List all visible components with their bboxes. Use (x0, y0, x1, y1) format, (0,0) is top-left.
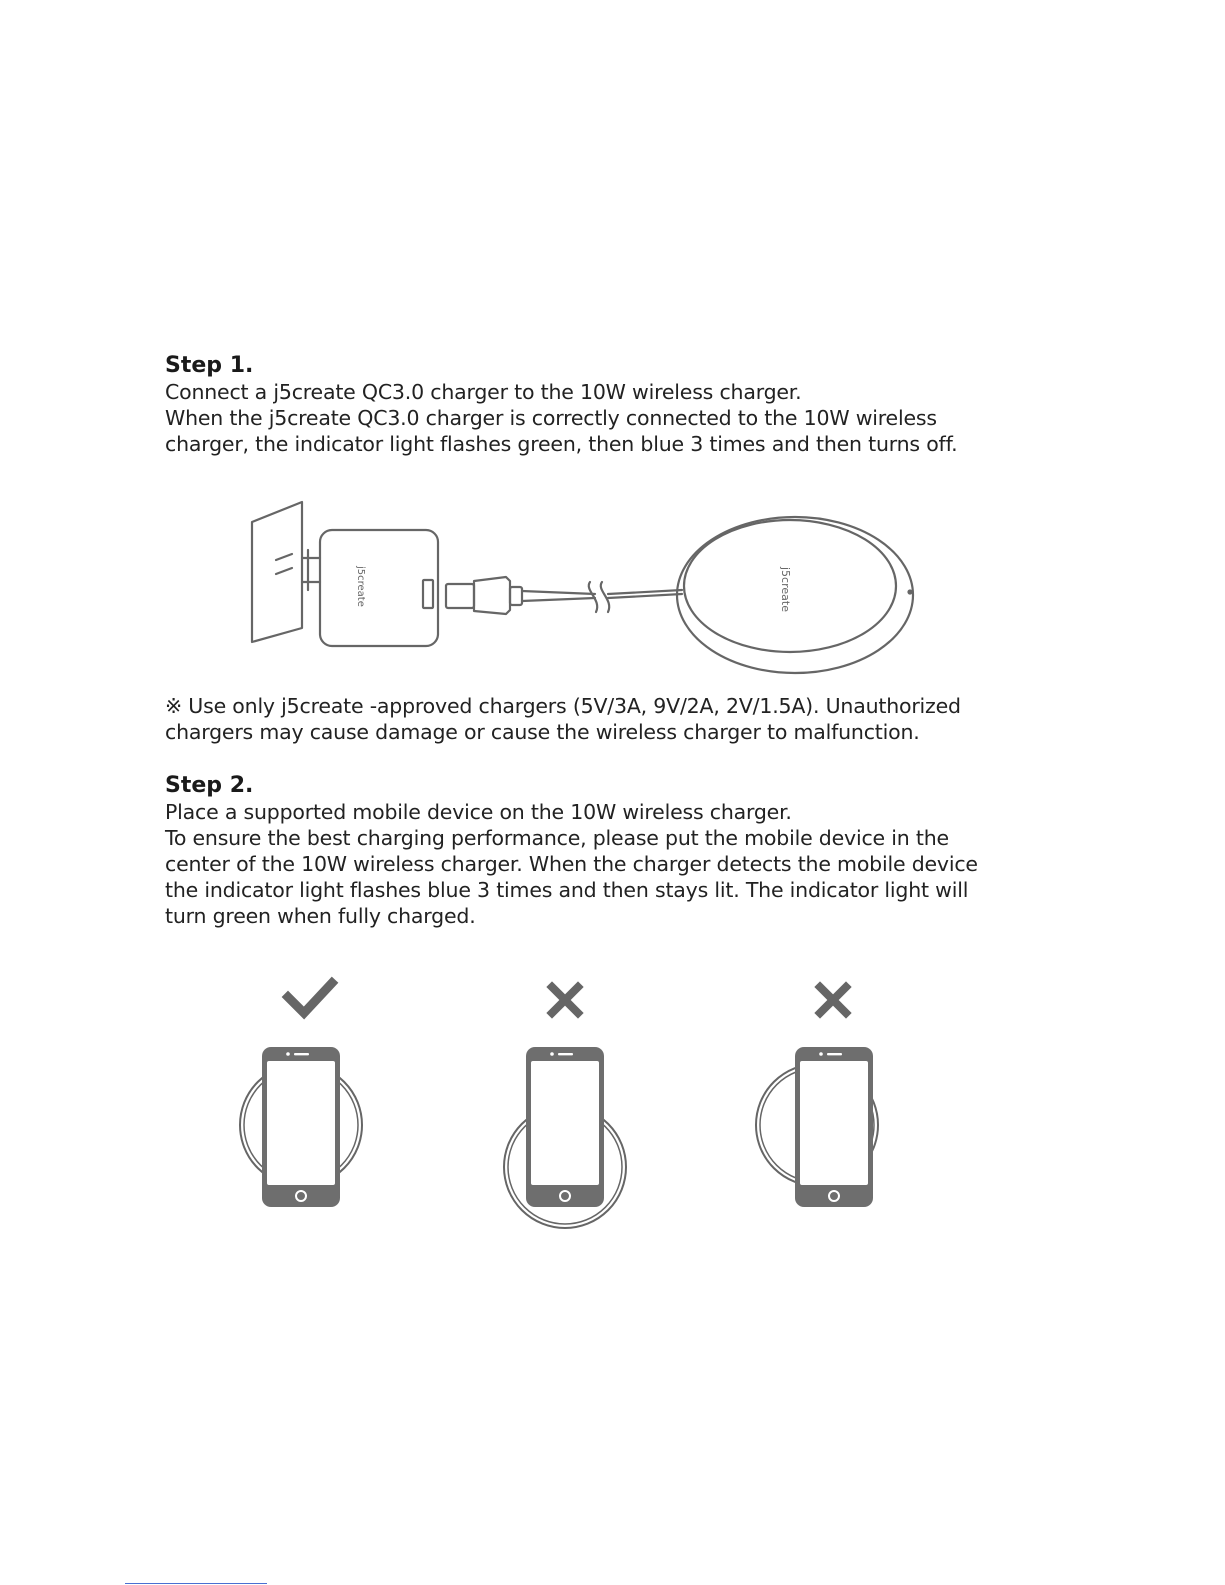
step2-line: the indicator light flashes blue 3 times and then stays lit. The indicator light will (165, 878, 969, 902)
check-icon (288, 983, 332, 1013)
note-line: chargers may cause damage or cause the wireless charger to malfunction. (165, 720, 920, 744)
cross-icon (820, 987, 846, 1013)
step1-line: Connect a j5create QC3.0 charger to the 10W wireless charger. (165, 380, 802, 404)
step2-line: center of the 10W wireless charger. When the charger detects the mobile device (165, 852, 978, 876)
phone-icon (526, 1047, 604, 1207)
cross-icon (552, 987, 578, 1013)
step1-title: Step 1. (165, 353, 254, 378)
step2-text (165, 799, 978, 929)
charger-warning-note (165, 693, 961, 745)
wireless-pad-icon (677, 517, 913, 673)
step1-line: When the j5create QC3.0 charger is correctly connected to the 10W wireless (165, 406, 937, 430)
phone-icon (795, 1047, 873, 1207)
usb-cable-icon (446, 577, 682, 614)
note-line: ※ Use only j5create -approved chargers (5V/3A, 9V/2A, 2V/1.5A). Unauthorized (165, 694, 961, 718)
step1-text (165, 379, 957, 457)
step2-line: turn green when fully charged. (165, 904, 476, 928)
step2-line: Place a supported mobile device on the 10W wireless charger. (165, 800, 792, 824)
placement-incorrect-right (756, 987, 878, 1207)
phone-placement-figure (230, 975, 900, 1240)
step2-line: To ensure the best charging performance, please put the mobile device in the (165, 826, 949, 850)
step1-line: charger, the indicator light flashes green, then blue 3 times and then turns off. (165, 432, 958, 456)
adapter-logo: j5create (355, 566, 366, 607)
footer-link-rule (125, 1583, 267, 1584)
pad-logo: j5create (779, 567, 792, 612)
step2-title: Step 2. (165, 773, 254, 798)
charger-connection-figure (240, 490, 930, 690)
wall-outlet-icon (252, 502, 302, 642)
placement-incorrect-high (504, 987, 626, 1228)
placement-correct (240, 983, 362, 1207)
qc-adapter-icon (302, 530, 438, 646)
phone-icon (262, 1047, 340, 1207)
